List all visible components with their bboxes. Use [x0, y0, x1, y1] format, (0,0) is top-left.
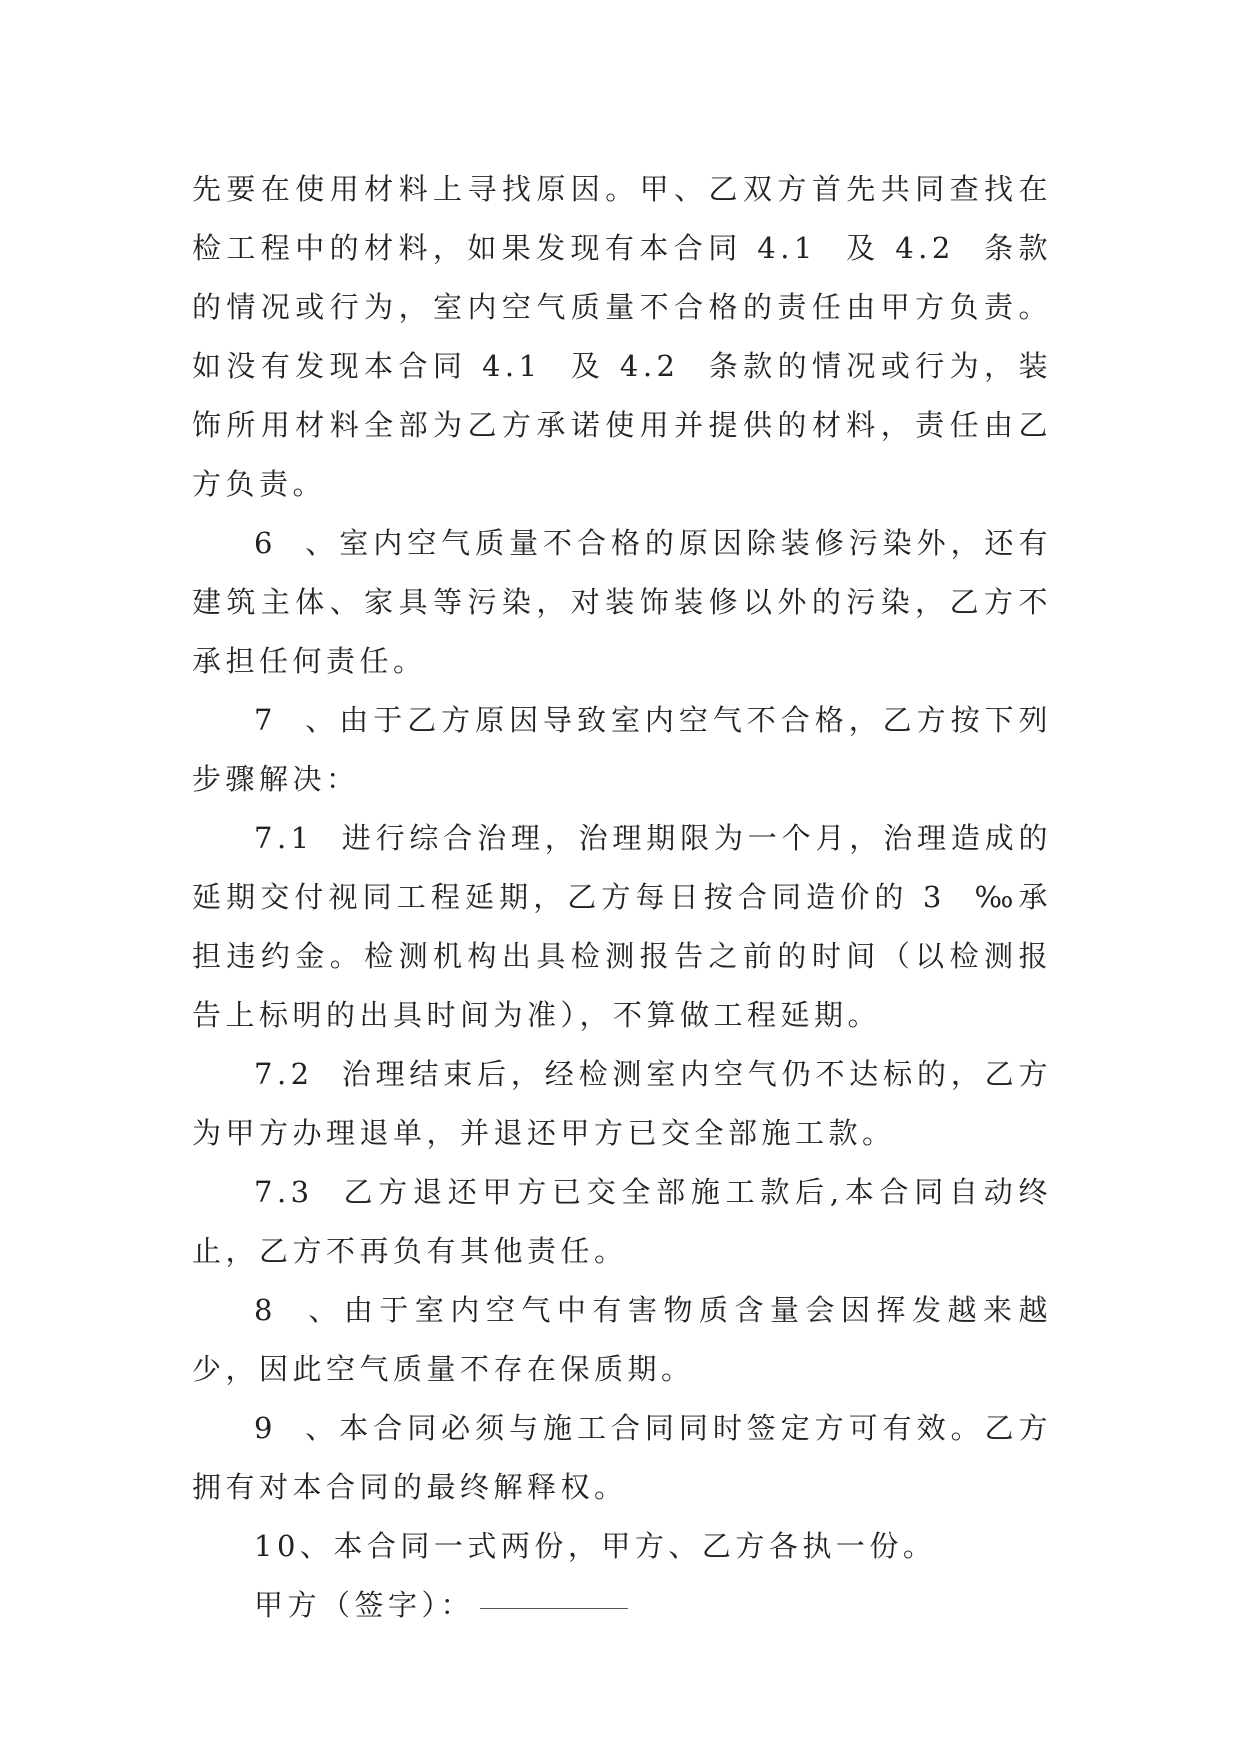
paragraph-clause-9: 9 、本合同必须与施工合同同时签定方可有效。乙方拥有对本合同的最终解释权。 [192, 1411, 1052, 1504]
signature-line-party-a [192, 1576, 1052, 1635]
paragraph-clause-10: 10、本合同一式两份，甲方、乙方各执一份。 [254, 1529, 937, 1563]
paragraph-clause-7: 7 、由于乙方原因导致室内空气不合格，乙方按下列步骤解决： [192, 703, 1052, 796]
paragraph-clause-7-1: 7.1 进行综合治理，治理期限为一个月，治理造成的延期交付视同工程延期，乙方每日按合同造价的 3 ‰承担违约金。检测机构出具检测报告之前的时间（以检测报告上标明的出具时间为准），不算做工程延期。 [192, 821, 1052, 1032]
signature-label: 甲方（签字）： [254, 1588, 475, 1622]
paragraph-continued: 先要在使用材料上寻找原因。甲、乙双方首先共同查找在检工程中的材料，如果发现有本合同 4.1 及 4.2 条款的情况或行为，室内空气质量不合格的责任由甲方负责。如没有发现本合同 4.1 及 4.2 条款的情况或行为，装饰所用材料全部为乙方承诺使用并提供的材料，责任由乙方负责。 [192, 172, 1052, 501]
contract-body [192, 160, 1052, 1635]
paragraph-clause-6: 6 、室内空气质量不合格的原因除装修污染外，还有建筑主体、家具等污染，对装饰装修以外的污染，乙方不承担任何责任。 [192, 526, 1052, 678]
paragraph-clause-7-3: 7.3 乙方退还甲方已交全部施工款后,本合同自动终止，乙方不再负有其他责任。 [192, 1175, 1052, 1268]
paragraph-clause-8: 8 、由于室内空气中有害物质含量会因挥发越来越少，因此空气质量不存在保质期。 [192, 1293, 1052, 1386]
paragraph-clause-7-2: 7.2 治理结束后，经检测室内空气仍不达标的，乙方为甲方办理退单，并退还甲方已交全部施工款。 [192, 1057, 1052, 1150]
signature-blank-field[interactable] [480, 1607, 628, 1609]
